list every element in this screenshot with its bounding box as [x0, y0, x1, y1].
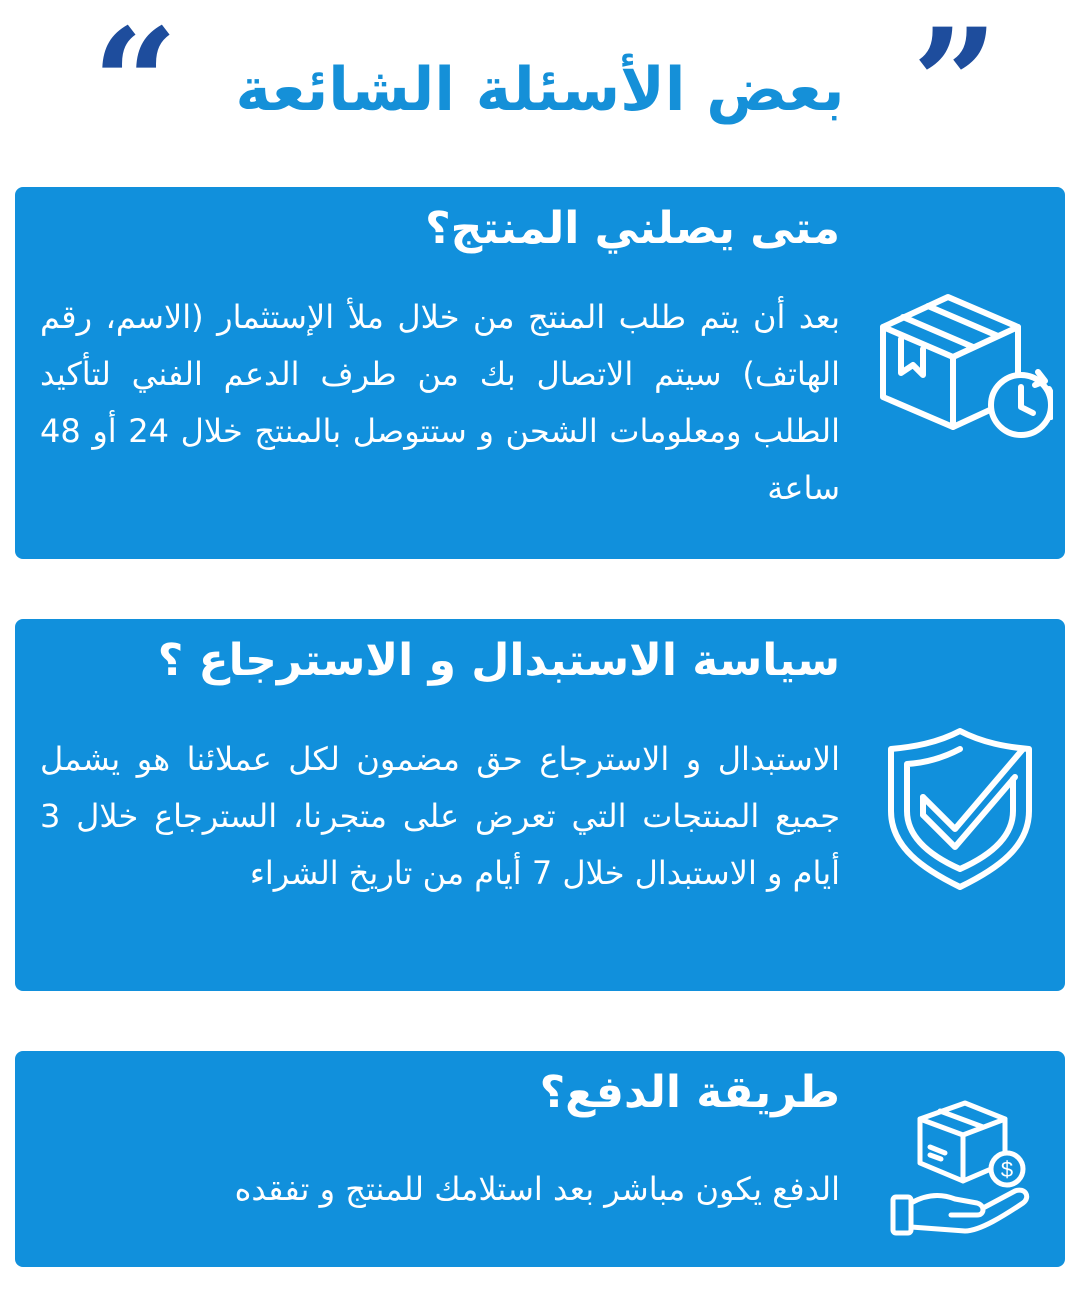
faq-answer-returns: الاستبدال و الاسترجاع حق مضمون لكل عملائنا هو يشمل جميع المنتجات التي تعرض على متجرنا، السترجاع خلال 3 أيام و الاستبدال خلال 7 أيام من تاريخ الشراء [40, 740, 840, 892]
faq-question-delivery: متى يصلني المنتج؟ [425, 203, 840, 254]
delivery-box-clock-icon [873, 277, 1053, 457]
faq-answer-payment: الدفع يكون مباشر بعد استلامك للمنتج و تفقده [234, 1170, 840, 1208]
faq-answer-delivery: بعد أن يتم طلب المنتج من خلال ملأ الإستثمار (الاسم، رقم الهاتف) سيتم الاتصال بك من طرف الدعم الفني لتأكيد الطلب ومعلومات الشحن و ستتوصل بالمنتج خلال 24 أو 48 ساعة [40, 298, 841, 507]
faq-card-payment [15, 1051, 1065, 1267]
faq-question-returns: سياسة الاستبدال و الاسترجاع ؟ [157, 635, 840, 686]
close-quote-icon: ” [912, 0, 999, 172]
page-title: بعض الأسئلة الشائعة [235, 55, 845, 125]
faq-card-returns [15, 619, 1065, 991]
hand-box-dollar-icon [885, 1091, 1035, 1241]
faq-question-payment: طريقة الدفع؟ [539, 1067, 840, 1118]
open-quote-icon: “ [92, 0, 179, 172]
page-header [0, 0, 1080, 172]
svg-text:$: $ [1000, 1157, 1014, 1182]
faq-card-delivery [15, 187, 1065, 559]
shield-check-icon [875, 719, 1055, 899]
